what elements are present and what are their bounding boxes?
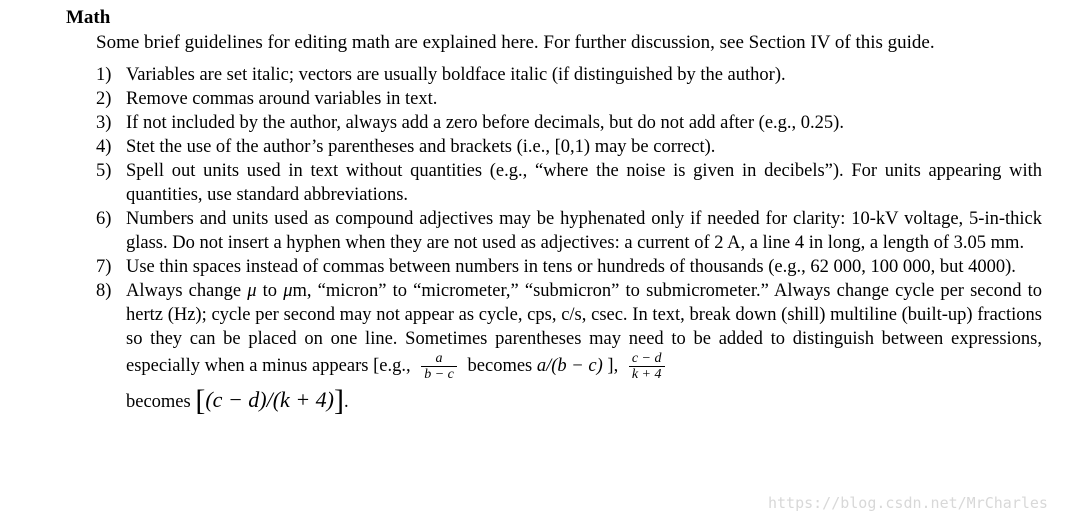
list-item — [96, 111, 1042, 135]
list-item — [96, 135, 1042, 159]
inline-expression: a/(b − c) — [536, 355, 603, 376]
item-text-part: . — [344, 392, 349, 412]
list-item — [96, 159, 1042, 207]
list-item — [96, 255, 1042, 279]
item-text: If not included by the author, always add a zero before decimals, but do not add after (e.g., 0.25). — [126, 113, 844, 133]
item-text-part: ], — [607, 355, 619, 376]
item-text: Use thin spaces instead of commas between numbers in tens or hundreds of thousands (e.g., 62 000, 100 000, but 4000). — [126, 257, 1016, 277]
list-item-math-examples — [96, 279, 1043, 417]
fraction-numerator: a — [421, 351, 457, 367]
item-text: Spell out units used in text without quantities (e.g., “where the noise is given in decibels”). For units appearing with quantities, use standard abbreviations. — [126, 161, 1042, 205]
fraction-c-minus-d-over-k-plus-4 — [629, 351, 665, 382]
item-number: 8) — [96, 281, 112, 301]
fraction-numerator: c − d — [629, 351, 665, 367]
fraction-a-over-b-minus-c — [421, 351, 457, 382]
intro-paragraph: Some brief guidelines for editing math are explained here. For further discussion, see Section IV of this guide. — [96, 32, 935, 53]
item-text-part: becomes — [126, 392, 191, 412]
bracketed-expression — [195, 384, 344, 417]
list-item — [96, 63, 1042, 87]
expression-body: (c − d)/(k + 4) — [205, 387, 334, 412]
list-item — [96, 207, 1042, 255]
mu-symbol: μ — [247, 281, 257, 301]
list-item — [96, 87, 1042, 111]
item-number: 4) — [96, 137, 112, 157]
item-number: 7) — [96, 257, 112, 277]
item-text-part: to — [256, 281, 284, 301]
section-heading: Math — [66, 7, 111, 28]
item-text-part: Always change — [126, 281, 248, 301]
mu-symbol: μ — [283, 281, 293, 301]
fraction-denominator: b − c — [424, 367, 454, 382]
final-line — [126, 384, 1042, 417]
item-text: Numbers and units used as compound adjectives may be hyphenated only if needed for clarity: 10-kV voltage, 5-in-thick glass. Do not insert a hyphen when they are not used as adjectives: a current of 2 A, a line 4 in long, a length of 3.05 mm. — [126, 209, 1042, 253]
item-text-part: becomes — [467, 355, 533, 376]
item-number: 5) — [96, 161, 112, 181]
item-number: 6) — [96, 209, 112, 229]
item-text: Remove commas around variables in text. — [126, 89, 438, 109]
item-number: 3) — [96, 113, 112, 133]
item-text: Stet the use of the author’s parentheses and brackets (i.e., [0,1) may be correct). — [126, 137, 716, 157]
watermark: https://blog.csdn.net/MrCharles — [768, 494, 1048, 512]
open-bracket: [ — [195, 384, 206, 417]
guidelines-list — [96, 63, 1043, 417]
item-text: Variables are set italic; vectors are usually boldface italic (if distinguished by the author). — [126, 65, 786, 85]
item-number: 2) — [96, 89, 112, 109]
fraction-denominator: k + 4 — [631, 367, 662, 382]
close-bracket: ] — [334, 384, 344, 417]
item-text-part: m, “micron” to “micrometer,” “submicron” to submicrometer.” Always change cycle per second to hertz (Hz); cycle per second may not appear as cycle, cps, c/s, csec. In text, break down (shill) multiline (built-up) fractions so they can be placed on one line. Sometimes parentheses may need to be added to distinguish between expressions, especially when a minus appears [e.g., — [126, 281, 1043, 376]
item-number: 1) — [96, 65, 112, 85]
